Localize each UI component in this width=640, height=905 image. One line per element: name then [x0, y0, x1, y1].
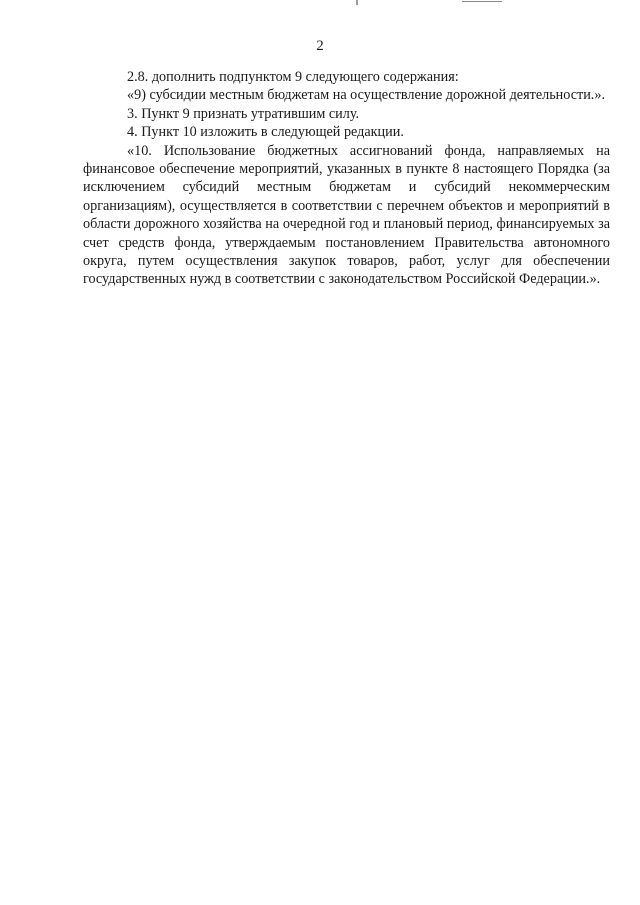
paragraph-2-8: 2.8. дополнить подпунктом 9 следующего содержания: [127, 69, 459, 85]
scan-artifact [356, 0, 358, 5]
paragraph-point-3: 3. Пункт 9 признать утратившим силу. [127, 105, 360, 122]
paragraph-point-4: 4. Пункт 10 изложить в следующей редакции. [127, 124, 404, 141]
paragraph-point-10: «10. Использование бюджетных ассигнований фонда, направляемых на финансовое обеспечение мероприятий, указанных в пункте 8 настоящего Порядка (за исключением субсидий местным бюджетам и субсидий некоммерческим организациям), осуществляется в соответствии с перечнем объектов и мероприятий в области дорожного хозяйства на очередной год и плановый период, финансируемых за счет средств фонда, утверждаемым постановлением Правительства автономного округа, путем осуществления закупок товаров, работ, услуг для обеспечении государственных нужд в соответствии с законодательством Российской Федерации.». [83, 142, 610, 288]
page-number: 2 [316, 38, 324, 54]
document-body [83, 68, 610, 289]
paragraph-subpoint-9: «9) субсидии местным бюджетам на осуществление дорожной деятельности.». [127, 87, 605, 104]
scan-artifact [462, 1, 502, 2]
